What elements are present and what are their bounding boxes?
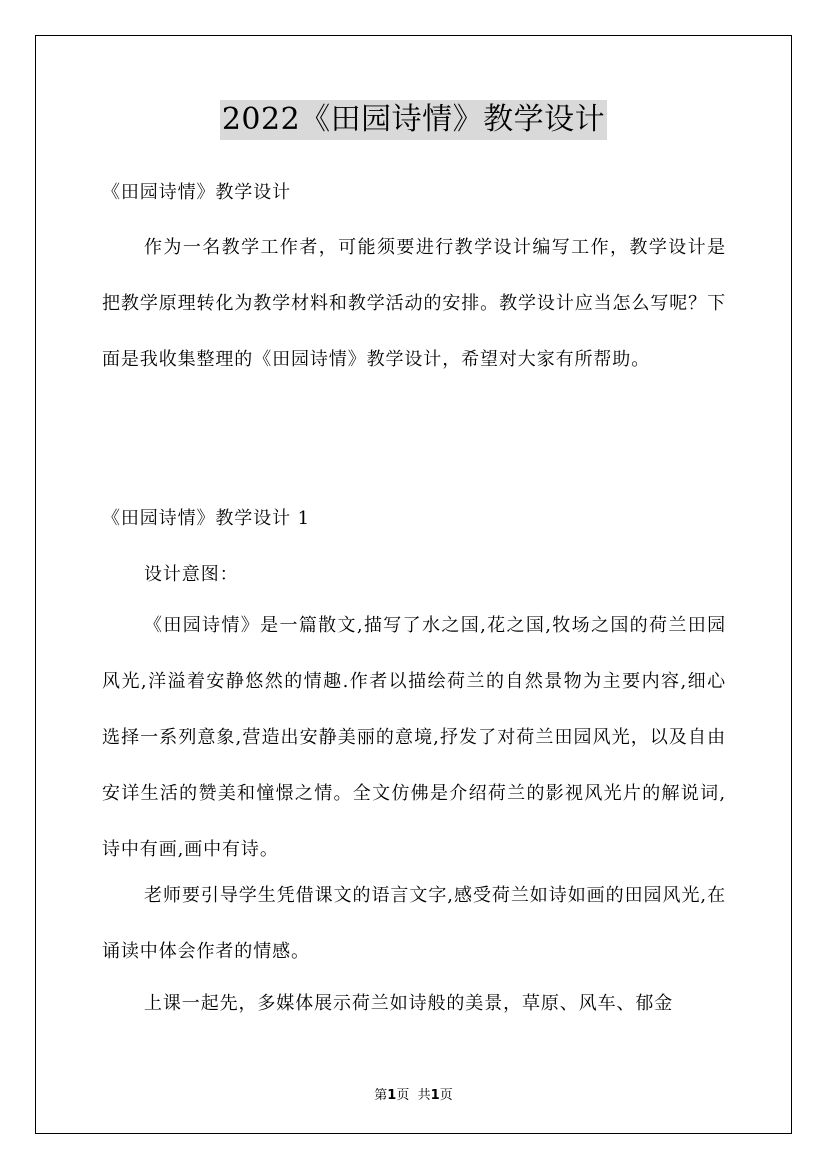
page-footer xyxy=(0,1084,827,1103)
document-subtitle: 《田园诗情》教学设计 xyxy=(102,182,291,203)
document-title: 2022《田园诗情》教学设计 xyxy=(220,100,607,140)
title-container xyxy=(0,100,827,140)
section-heading: 《田园诗情》教学设计 1 xyxy=(102,508,310,529)
total-number: 1 xyxy=(430,1088,440,1103)
total-suffix: 页 xyxy=(439,1088,453,1103)
body-paragraph-3: 上课一起先，多媒体展示荷兰如诗般的美景，草原、风车、郁金 xyxy=(144,993,674,1014)
body-paragraph-2: 老师要引导学生凭借课文的语言文字,感受荷兰如诗如画的田园风光,在诵读中体会作者的情感。 xyxy=(102,885,726,962)
page-number: 1 xyxy=(387,1088,397,1103)
total-prefix: 共 xyxy=(417,1088,431,1103)
intro-paragraph: 作为一名教学工作者，可能须要进行教学设计编写工作，教学设计是把教学原理转化为教学材料和教学活动的安排。教学设计应当怎么写呢？下面是我收集整理的《田园诗情》教学设计，希望对大家有所帮助。 xyxy=(102,237,726,370)
page-prefix: 第 xyxy=(374,1088,388,1103)
body-paragraph-1: 《田园诗情》是一篇散文,描写了水之国,花之国,牧场之国的荷兰田园风光,洋溢着安静悠然的情趣.作者以描绘荷兰的自然景物为主要内容,细心选择一系列意象,营造出安静美丽的意境,抒发了对荷兰田园风光，以及自由安详生活的赞美和憧憬之情。全文仿佛是介绍荷兰的影视风光片的解说词,诗中有画,画中有诗。 xyxy=(102,615,726,860)
page-suffix: 页 xyxy=(396,1088,410,1103)
design-intent-label: 设计意图： xyxy=(144,564,239,585)
